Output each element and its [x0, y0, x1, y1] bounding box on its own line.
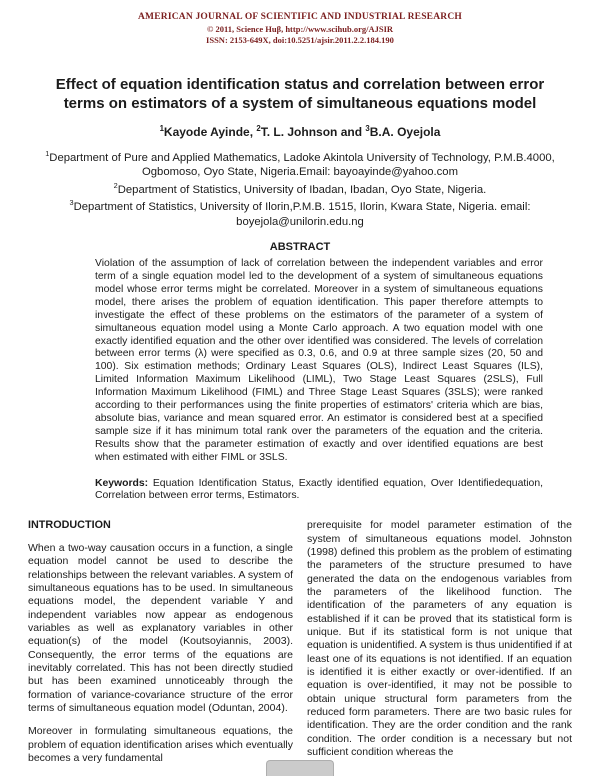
page-bottom-widget-partial [266, 760, 334, 776]
journal-name: AMERICAN JOURNAL OF SCIENTIFIC AND INDUSTRIAL RESEARCH [138, 12, 462, 22]
affiliation-3-superscript: 3 [69, 198, 74, 208]
author-1-superscript: 1 [159, 123, 164, 133]
keywords-line [95, 478, 543, 504]
author-1-name: Kayode Ayinde, [163, 124, 257, 139]
journal-header [28, 12, 572, 46]
author-3-superscript: 3 [365, 123, 370, 133]
keywords-text: Equation Identification Status, Exactly identified equation, Over Identifiedequation, Correlation between error terms, Estimators. [95, 477, 543, 502]
keywords-label: Keywords: [95, 477, 149, 489]
affiliation-2 [38, 181, 562, 197]
author-2-superscript: 2 [256, 123, 261, 133]
journal-issn-doi: ISSN: 2153-649X, doi:10.5251/ajsir.2011.2.2.184.190 [206, 35, 394, 46]
introduction-heading: INTRODUCTION [28, 519, 111, 532]
journal-copyright: © 2011, Science Huβ, http://www.scihub.org/AJSIR [206, 24, 394, 34]
paper-title: Effect of equation identification status and correlation between error terms on estimators of a system of simultaneous equations model [55, 76, 545, 112]
left-column-paragraph-2: Moreover in formulating simultaneous equations, the problem of equation identification arises which eventually becomes a very fundamental [28, 725, 293, 764]
affiliation-1-text: Department of Pure and Applied Mathematics, Ladoke Akintola University of Technology, P.M.B.4000, Ogbomoso, Oyo State, Nigeria.Email: bayoayinde@yahoo.com [49, 151, 555, 179]
right-column-paragraph-1: prerequisite for model parameter estimation of the system of simultaneous equations model. Johnston (1998) defined this problem as the problem of estimating the parameters of the structure presumed to have generated the data on the endogenous variables from the parameters of the likelihood function. The identification of the parameters of any equation is established if it can be proved that its statistical form is unique. But if its statistical form is not unique that equation is unidentified. A system is thus unidentified if at least one of its equations is not identified. If an equation is identified it is either exactly or over-identified. If an equation is over-identified, it may not be possible to obtain unique structural form parameters from the reduced form parameters. There are two basic rules for identification. They are the order condition and the rank condition. The order condition is a necessary but not sufficient condition whereas the [307, 519, 572, 758]
affiliations-block [28, 149, 572, 230]
affiliation-2-text: Department of Statistics, University of Ibadan, Ibadan, Oyo State, Nigeria. [117, 183, 487, 196]
affiliation-3-text: Department of Statistics, University of Ilorin,P.M.B. 1515, Ilorin, Kwara State, Nigeria. email: boyejola@unilorin.edu.ng [73, 200, 531, 228]
two-column-body [28, 519, 572, 775]
author-3-name: B.A. Oyejola [369, 124, 441, 139]
left-column-paragraph-1: When a two-way causation occurs in a function, a single equation model cannot be used to describe the relationships between the relevant variables. A system of simultaneous equations has to be used. In simultaneous equations model, the dependent variable Y and independent variables now appear as endogenous variables as well as explanatory variables in other equation(s) of the model (Koutsoyiannis, 2003). Consequently, the error terms of the equations are inevitably correlated. This has not been directly studied but has been examined unnoticeably through the formation of variance-covariance structure of the error terms of simultaneous equation model (Oduntan, 2004). [28, 541, 293, 714]
affiliation-2-superscript: 2 [113, 180, 118, 190]
affiliation-3 [38, 198, 562, 229]
affiliation-1 [38, 149, 562, 180]
author-2-name: T. L. Johnson and [260, 124, 366, 139]
abstract-heading: ABSTRACT [269, 241, 331, 254]
right-column [307, 519, 572, 775]
authors-line [28, 124, 572, 139]
left-column [28, 519, 293, 775]
abstract-text: Violation of the assumption of lack of correlation between the independent variables and error term of a single equation model led to the development of a system of simultaneous equations model whose error terms might be correlated. Moreover in a system of simultaneous equations model, there arises the problem of equation identification. This paper therefore attempts to investigate the effect of these problems on the estimators of the parameter of a system of simultaneous equation model using a Monte Carlo approach. A two equation model with one exactly identified equation and the other over identified was considered. The levels of correlation between error terms (λ) were specified as 0.3, 0.6, and 0.9 at three sample sizes (20, 50 and 100). Six estimation methods; Ordinary Least Squares (OLS), Indirect Least Squares (ILS), Limited Information Maximum Likelihood (LIML), Two Stage Least Squares (2SLS), Full Information Maximum Likelihood (FIML) and Three Stage Least Squares (3SLS); were ranked according to their performances using the finite properties of estimators' criteria which are bias, absolute bias, variance and mean squared error. An estimator is considered best at a specified sample size if it has minimum total rank over the parameters of the equation and the criteria. Results show that the parameter estimation of exactly and over identified equations are best when estimated with either FIML or 3SLS. [95, 258, 543, 463]
affiliation-1-superscript: 1 [45, 148, 50, 158]
